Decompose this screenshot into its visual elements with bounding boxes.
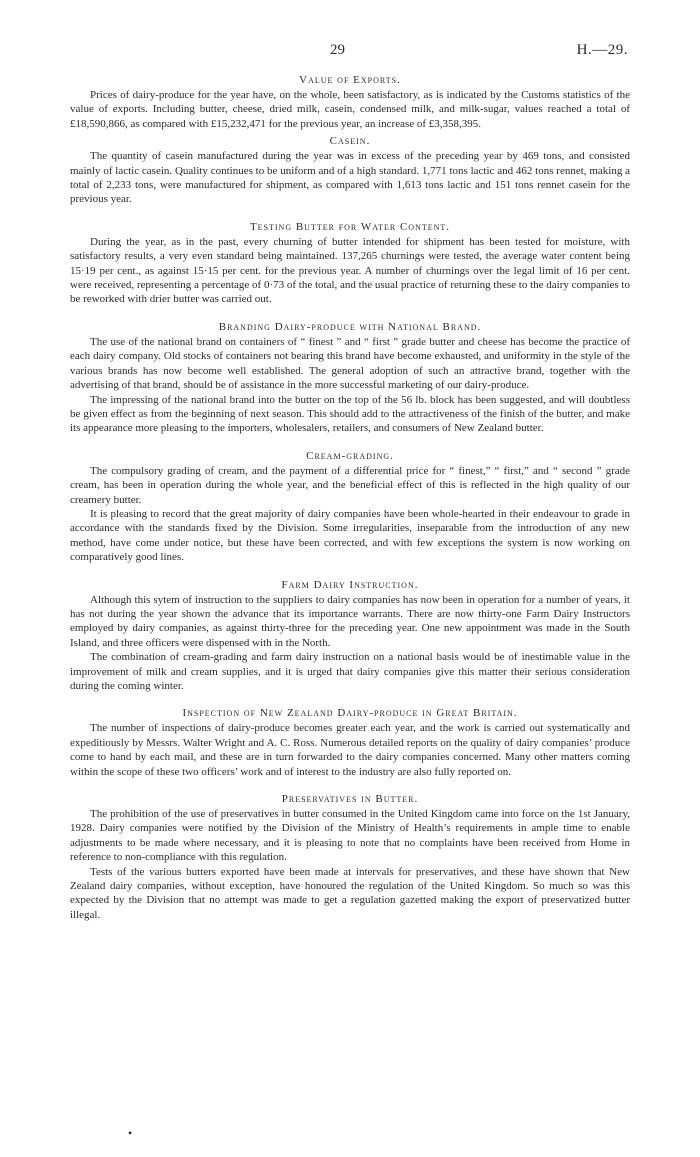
paragraph: The number of inspections of dairy-produce becomes greater each year, and the work is carried out systematically and expeditiously by Messrs. Walter Wright and A. C. Ross. Numerous detailed reports on the quality of dairy companies’ produce come to hand by each mail, and these are in turn forwarded to the dairy companies concerned. Many other matters coming within the scope of these two officers’ work and of interest to the industry are also fully reported on. xyxy=(70,722,630,778)
paragraph: The quantity of casein manufactured during the year was in excess of the preceding year by 469 tons, and consisted mainly of lactic casein. Quality continues to be uniform and of a high standard. 1,771 tons lactic and 462 tons rennet, making a total of 2,233 tons, were manufactured for shipment, as compared with 1,613 tons lactic and 151 tons rennet casein for the previous year. xyxy=(70,150,630,206)
paragraph: The prohibition of the use of preservatives in butter consumed in the United Kingdom came into force on the 1st January, 1928. Dairy companies were notified by the Division of the Ministry of Health’s requirements in ample time to enable adjustments to be made where necessary, and it is pleasing to note that no complaints have been received from Home in reference to non-compliance with this regulation. xyxy=(70,808,630,864)
section-inspection-great-britain xyxy=(70,707,630,779)
section-heading: Testing Butter for Water Content. xyxy=(249,220,451,233)
paragraph: Prices of dairy-produce for the year have, on the whole, been satisfactory, as is indicated by the Customs statistics of the value of exports. Including butter, cheese, dried milk, casein, condensed milk, and milk-sugar, values reached a total of £18,590,866, as compared with £15,232,471 for the previous year, an increase of £3,358,395. xyxy=(70,89,630,130)
footer-mark: • xyxy=(128,1126,133,1140)
section-heading: Cream-grading. xyxy=(306,449,394,462)
section-branding xyxy=(70,321,630,436)
section-farm-dairy-instruction xyxy=(70,579,630,694)
paragraph: The use of the national brand on containers of “ finest ” and “ first ” grade butter and cheese has become the practice of each dairy company. Old stocks of containers not bearing this brand have become exhausted, and uniformity in the style of the various brands has now become well established. The general adoption of such an attractive brand, together with the advertising of that brand, should be of assistance in the more successful marketing of our dairy-produce. xyxy=(70,335,630,392)
page-number: 29 xyxy=(330,42,345,58)
section-heading: Branding Dairy-produce with National Brand. xyxy=(218,320,482,333)
section-casein xyxy=(70,135,630,207)
paragraph: It is pleasing to record that the great majority of dairy companies have been whole-hearted in their endeavour to grade in accordance with the standards fixed by the Division. Some irregularities, inseparable from the introduction of any new method, have come under notice, but these have been corrected, and with few exceptions the system is now working on comparatively good lines. xyxy=(70,507,630,564)
paragraph: The combination of cream-grading and farm dairy instruction on a national basis would be of inestimable value in the improvement of milk and cream supplies, and it is urged that dairy companies give this matter their serious consideration during the coming winter. xyxy=(70,651,630,692)
section-heading: Value of Exports. xyxy=(299,74,401,86)
section-cream-grading xyxy=(70,450,630,565)
page-header xyxy=(0,42,700,64)
document-reference: H.—29. xyxy=(576,42,628,58)
document-body xyxy=(70,74,630,922)
paragraph: Tests of the various butters exported have been made at intervals for preservatives, and these have shown that New Zealand dairy companies, without exception, have honoured the regulation of the United Kingdom. So much so was this expected by the Division that no attempt was made to get a regulation gazetted making the export of preservatized butter illegal. xyxy=(70,865,630,921)
paragraph: Although this sytem of instruction to the suppliers to dairy companies has now been in operation for a number of years, it has not during the year shown the advance that its importance warrants. There are now thirty-one Farm Dairy Instructors employed by dairy companies, as against thirty-three for the preceding year. One new appointment was made in the South Island, and three officers were dispensed with in the North. xyxy=(70,593,630,649)
section-heading: Preservatives in Butter. xyxy=(281,793,419,806)
paragraph: The impressing of the national brand into the butter on the top of the 56 lb. block has been suggested, and will doubtless be given effect as from the beginning of next season. This should add to the attractiveness of the finish of the butter, and make its appearance more pleasing to the importers, wholesalers, retailers, and consumers of New Zealand butter. xyxy=(70,393,630,435)
section-testing-butter xyxy=(70,221,630,307)
section-value-of-exports xyxy=(70,74,630,131)
section-heading: Farm Dairy Instruction. xyxy=(281,578,419,591)
section-preservatives xyxy=(70,793,630,922)
section-heading: Casein. xyxy=(329,135,371,148)
paragraph: During the year, as in the past, every churning of butter intended for shipment has been tested for moisture, with satisfactory results, a very even standard being maintained. 137,265 churnings were tested, the average water content being 15·19 per cent., as against 15·15 per cent. for the previous year. A number of churnings over the legal limit of 16 per cent. were received, representing a percentage of 0·73 of the total, and the usual practice of returning these to the dairy companies to be reworked with drier butter was carried out. xyxy=(70,235,630,306)
paragraph: The compulsory grading of cream, and the payment of a differential price for “ finest,” “ first,” and “ second ” grade cream, has been in operation during the whole year, and the beneficial effect of this is reflected in the high quality of our creamery butter. xyxy=(70,464,630,506)
section-heading: Inspection of New Zealand Dairy-produce in Great Britain. xyxy=(182,707,518,720)
